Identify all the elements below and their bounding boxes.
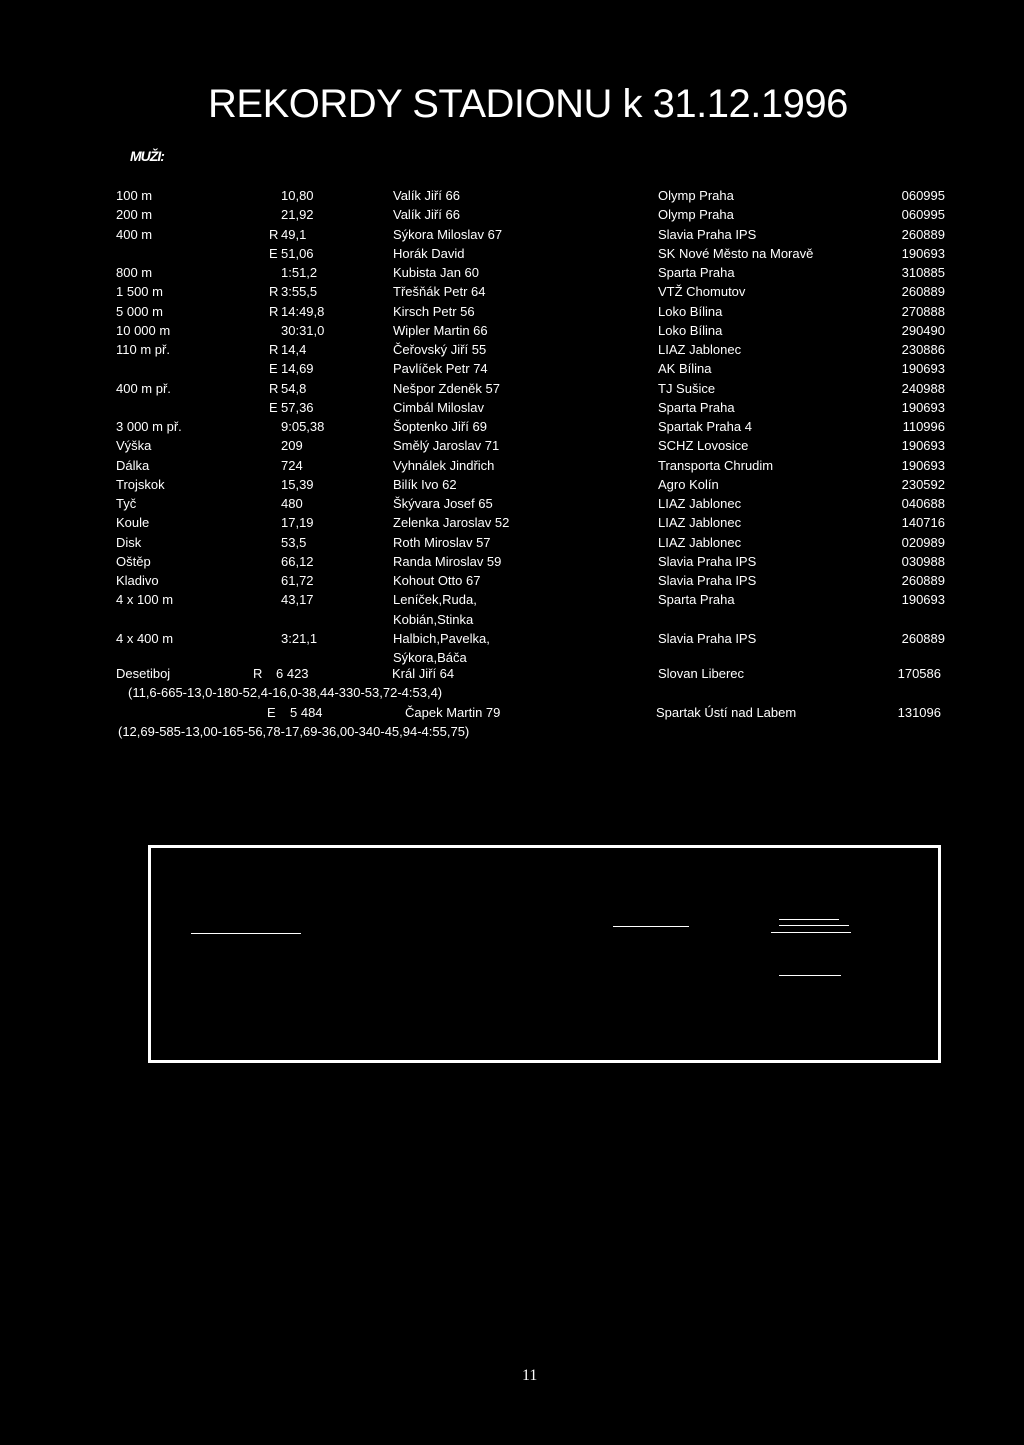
discipline: Výška [116, 438, 152, 453]
page-number: 11 [522, 1367, 538, 1384]
club: Transporta Chrudim [658, 458, 774, 473]
decathlon-e-detail [0, 722, 1024, 741]
record-row [0, 417, 1024, 436]
result: 724 [281, 458, 303, 473]
club: Spartak Praha 4 [658, 419, 752, 434]
record-flag: R [269, 342, 279, 357]
record-row [0, 610, 1024, 629]
club: Olymp Praha [658, 207, 734, 222]
record-flag: R [269, 304, 279, 319]
club: Slavia Praha IPS [658, 631, 757, 646]
athlete: Randa Miroslav 59 [393, 554, 502, 569]
club: Sparta Praha [658, 400, 735, 415]
athlete: Král Jiří 64 [392, 666, 455, 681]
record-flag: E [267, 705, 276, 720]
result: 209 [281, 438, 303, 453]
discipline: Dálka [116, 458, 150, 473]
athlete: Bilík Ivo 62 [393, 477, 457, 492]
date: 170586 [897, 666, 941, 681]
date: 190693 [901, 438, 945, 453]
discipline: Tyč [116, 496, 137, 511]
club: SK Nové Město na Moravě [658, 246, 814, 261]
date: 240988 [901, 381, 945, 396]
date: 190693 [901, 592, 945, 607]
athlete: Valík Jiří 66 [393, 207, 460, 222]
decathlon-e-row [0, 703, 1024, 722]
athlete: Wipler Martin 66 [393, 323, 488, 338]
date: 131096 [897, 705, 941, 720]
record-row [0, 629, 1024, 648]
record-row [0, 571, 1024, 590]
club: LIAZ Jablonec [658, 342, 742, 357]
date: 060995 [901, 207, 945, 222]
athlete: Vyhnálek Jindřich [393, 458, 495, 473]
athlete: Valík Jiří 66 [393, 188, 460, 203]
athlete: Kobián,Stinka [393, 612, 474, 627]
club: Slavia Praha IPS [658, 573, 757, 588]
club: Slavia Praha IPS [658, 227, 757, 242]
record-row [0, 398, 1024, 417]
discipline: Trojskok [116, 477, 165, 492]
result: 61,72 [281, 573, 314, 588]
athlete: Nešpor Zdeněk 57 [393, 381, 500, 396]
result: 51,06 [281, 246, 314, 261]
record-row [0, 263, 1024, 282]
record-row [0, 475, 1024, 494]
record-row [0, 186, 1024, 205]
date: 040688 [901, 496, 945, 511]
section-label: MUŽI: [130, 148, 164, 164]
result: 57,36 [281, 400, 314, 415]
record-flag: R [269, 284, 279, 299]
split-results: (12,69-585-13,00-165-56,78-17,69-36,00-340-45,94-4:55,75) [118, 724, 470, 739]
record-flag: E [269, 400, 278, 415]
result: 3:21,1 [281, 631, 318, 646]
record-row [0, 533, 1024, 552]
result: 6 423 [276, 666, 309, 681]
athlete: Kirsch Petr 56 [393, 304, 475, 319]
club: Loko Bílina [658, 304, 723, 319]
date: 260889 [901, 631, 945, 646]
club: Slovan Liberec [658, 666, 744, 681]
signature-line [613, 926, 689, 927]
discipline: 100 m [116, 188, 153, 203]
athlete: Sýkora,Báča [393, 650, 467, 665]
club: Loko Bílina [658, 323, 723, 338]
discipline: 4 x 100 m [116, 592, 174, 607]
discipline: 400 m [116, 227, 153, 242]
record-row [0, 225, 1024, 244]
discipline: Koule [116, 515, 150, 530]
decathlon-r-row [0, 664, 1024, 683]
record-flag: E [269, 246, 278, 261]
athlete: Škývara Josef 65 [393, 496, 493, 511]
date: 290490 [901, 323, 945, 338]
athlete: Sýkora Miloslav 67 [393, 227, 503, 242]
discipline: Desetiboj [116, 666, 171, 681]
club: Sparta Praha [658, 592, 735, 607]
discipline: 800 m [116, 265, 153, 280]
club: AK Bílina [658, 361, 712, 376]
date: 190693 [901, 361, 945, 376]
result: 5 484 [290, 705, 323, 720]
record-row [0, 436, 1024, 455]
result: 14:49,8 [281, 304, 325, 319]
record-flag: R [269, 227, 279, 242]
record-flag: R [269, 381, 279, 396]
discipline: Oštěp [116, 554, 151, 569]
athlete: Roth Miroslav 57 [393, 535, 491, 550]
club: LIAZ Jablonec [658, 535, 742, 550]
discipline: 400 m př. [116, 381, 171, 396]
date: 020989 [901, 535, 945, 550]
club: TJ Sušice [658, 381, 716, 396]
record-row [0, 302, 1024, 321]
athlete: Šoptenko Jiří 69 [393, 419, 487, 434]
athlete: Čapek Martin 79 [405, 705, 501, 720]
result: 14,4 [281, 342, 307, 357]
result: 49,1 [281, 227, 307, 242]
discipline: 3 000 m př. [116, 419, 182, 434]
athlete: Leníček,Ruda, [393, 592, 477, 607]
record-row [0, 456, 1024, 475]
date: 260889 [901, 573, 945, 588]
result: 10,80 [281, 188, 314, 203]
decathlon-r-detail [0, 683, 1024, 702]
date: 310885 [901, 265, 945, 280]
discipline: 10 000 m [116, 323, 171, 338]
signature-line [779, 925, 849, 926]
date: 140716 [901, 515, 945, 530]
result: 480 [281, 496, 303, 511]
club: Agro Kolín [658, 477, 719, 492]
discipline: 5 000 m [116, 304, 163, 319]
signature-box [148, 845, 941, 1063]
date: 060995 [901, 188, 945, 203]
discipline: Kladivo [116, 573, 159, 588]
record-row [0, 552, 1024, 571]
result: 21,92 [281, 207, 314, 222]
athlete: Zelenka Jaroslav 52 [393, 515, 510, 530]
date: 230886 [901, 342, 945, 357]
result: 43,17 [281, 592, 314, 607]
record-row [0, 205, 1024, 224]
signature-line [779, 975, 841, 976]
record-row [0, 494, 1024, 513]
record-row [0, 340, 1024, 359]
athlete: Kohout Otto 67 [393, 573, 481, 588]
club: LIAZ Jablonec [658, 515, 742, 530]
date: 110996 [902, 419, 945, 434]
athlete: Halbich,Pavelka, [393, 631, 490, 646]
result: 53,5 [281, 535, 307, 550]
athlete: Smělý Jaroslav 71 [393, 438, 500, 453]
discipline: 4 x 400 m [116, 631, 174, 646]
record-row [0, 282, 1024, 301]
athlete: Cimbál Miloslav [393, 400, 485, 415]
signature-line [191, 933, 301, 934]
record-flag: E [269, 361, 278, 376]
athlete: Pavlíček Petr 74 [393, 361, 488, 376]
club: VTŽ Chomutov [658, 284, 746, 299]
result: 30:31,0 [281, 323, 325, 338]
date: 270888 [901, 304, 945, 319]
record-row [0, 321, 1024, 340]
discipline: 110 m př. [116, 342, 170, 357]
date: 190693 [901, 458, 945, 473]
club: Spartak Ústí nad Labem [656, 705, 797, 720]
date: 030988 [901, 554, 945, 569]
discipline: 200 m [116, 207, 153, 222]
date: 260889 [901, 284, 945, 299]
page-title: REKORDY STADIONU k 31.12.1996 [208, 82, 848, 126]
result: 17,19 [281, 515, 314, 530]
date: 190693 [901, 246, 945, 261]
discipline: Disk [116, 535, 142, 550]
athlete: Čeřovský Jiří 55 [393, 342, 487, 357]
athlete: Horák David [393, 246, 465, 261]
club: Sparta Praha [658, 265, 735, 280]
result: 9:05,38 [281, 419, 325, 434]
signature-line [779, 919, 839, 920]
club: LIAZ Jablonec [658, 496, 742, 511]
signature-line [771, 932, 851, 933]
split-results: (11,6-665-13,0-180-52,4-16,0-38,44-330-53,72-4:53,4) [128, 685, 443, 700]
date: 190693 [901, 400, 945, 415]
result: 15,39 [281, 477, 314, 492]
result: 54,8 [281, 381, 307, 396]
record-row [0, 590, 1024, 609]
athlete: Kubista Jan 60 [393, 265, 480, 280]
club: SCHZ Lovosice [658, 438, 749, 453]
result: 1:51,2 [281, 265, 318, 280]
result: 66,12 [281, 554, 314, 569]
date: 230592 [901, 477, 945, 492]
club: Olymp Praha [658, 188, 734, 203]
record-flag: R [253, 666, 263, 681]
record-row [0, 244, 1024, 263]
record-row [0, 379, 1024, 398]
discipline: 1 500 m [116, 284, 163, 299]
result: 3:55,5 [281, 284, 318, 299]
record-row [0, 359, 1024, 378]
club: Slavia Praha IPS [658, 554, 757, 569]
record-row [0, 513, 1024, 532]
athlete: Třešňák Petr 64 [393, 284, 486, 299]
result: 14,69 [281, 361, 314, 376]
date: 260889 [901, 227, 945, 242]
